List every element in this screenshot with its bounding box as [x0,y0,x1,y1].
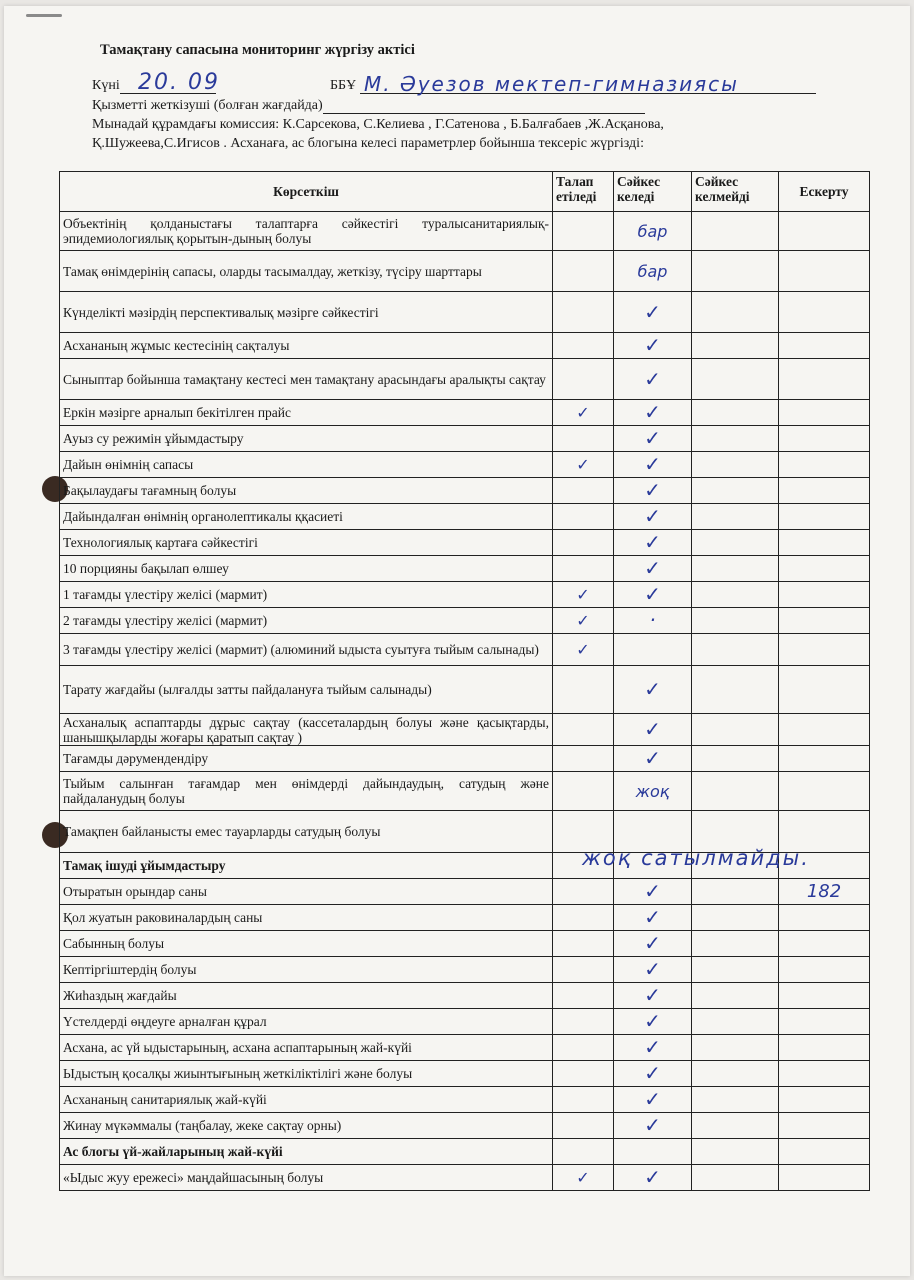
compliant-mark: ✓ [614,746,692,772]
noncompliant-mark [692,746,779,772]
compliant-mark: ✓ [614,333,692,359]
document-title: Тамақтану сапасына мониторинг жүргізу актісі [100,42,415,58]
row-label: Дайын өнімнің сапасы [60,452,553,478]
note-cell [779,1061,870,1087]
required-mark [553,292,614,333]
compliant-mark: ✓ [614,905,692,931]
table-row [60,426,870,452]
row-label: Тыйым салынған тағамдар мен өнімдерді дайындаудың, сатудың және пайдаланудың болуы [60,772,553,811]
compliant-mark: ✓ [614,400,692,426]
note-cell [779,251,870,292]
note-cell [779,582,870,608]
required-mark: ✓ [553,634,614,666]
noncompliant-mark [692,1113,779,1139]
handwritten-note: жоқ сатылмайды. [582,846,810,870]
required-mark [553,931,614,957]
compliant-mark: ✓ [614,292,692,333]
noncompliant-mark [692,957,779,983]
table-row [60,1113,870,1139]
compliant-mark: ✓ [614,1061,692,1087]
note-cell [779,359,870,400]
noncompliant-mark [692,1061,779,1087]
note-cell [779,212,870,251]
date-label: Күні [92,78,120,93]
required-mark [553,746,614,772]
note-cell [779,530,870,556]
provider-line [92,98,645,114]
required-mark: ✓ [553,582,614,608]
compliant-mark: ✓ [614,530,692,556]
table-row [60,772,870,811]
noncompliant-mark [692,608,779,634]
noncompliant-mark [692,983,779,1009]
table-row [60,400,870,426]
note-cell [779,714,870,746]
required-mark [553,251,614,292]
noncompliant-mark [692,1165,779,1191]
note-cell [779,400,870,426]
required-mark [553,530,614,556]
note-cell [779,772,870,811]
table-row [60,957,870,983]
row-label: 1 тағамды үлестіру желісі (мармит) [60,582,553,608]
empty-cell [614,1139,692,1165]
required-mark [553,772,614,811]
noncompliant-mark [692,478,779,504]
required-mark [553,983,614,1009]
note-cell [779,931,870,957]
noncompliant-mark [692,714,779,746]
table-row [60,1087,870,1113]
required-mark [553,333,614,359]
compliant-mark: ✓ [614,359,692,400]
note-cell [779,746,870,772]
commission-line-2: Қ.Шужеева,С.Игисов . Асханаға, ас блогына келесі параметрлер бойынша тексеріс жүргізді: [92,136,644,151]
row-label: Асхана, ас үй ыдыстарының, асхана аспаптарының жай-күйі [60,1035,553,1061]
compliant-mark: ✓ [614,452,692,478]
note-cell [779,504,870,530]
required-mark [553,1061,614,1087]
note-cell [779,608,870,634]
compliant-mark: · [614,608,692,634]
header-compliant: Сәйкес келеді [614,172,692,212]
note-cell [779,478,870,504]
table-row [60,504,870,530]
pen-stroke [26,14,62,17]
noncompliant-mark [692,634,779,666]
row-label: Тамақ өнімдерінің сапасы, оларды тасымалдау, жеткізу, түсіру шарттары [60,251,553,292]
commission-line-1: Мынадай құрамдағы комиссия: К.Сарсекова, С.Келиева , Г.Сатенова , Б.Балғабаев ,Ж.Асқанова, [92,117,664,132]
compliant-mark: ✓ [614,666,692,714]
table-row [60,556,870,582]
compliant-mark: бар [614,251,692,292]
row-label: Асхананың санитариялық жай-күйі [60,1087,553,1113]
row-label: Асханалық аспаптарды дұрыс сақтау (кассеталардың болуы және қасықтарды, шанышқыларды жоғары қаратып сақтау ) [60,714,553,746]
required-mark [553,1035,614,1061]
monitoring-table [59,171,870,1191]
empty-cell [779,1139,870,1165]
required-mark: ✓ [553,608,614,634]
compliant-mark: ✓ [614,1035,692,1061]
row-label: Объектінің қолданыстағы талаптарға сәйкестігі туралысанитариялық-эпидемиологиялық қорытын-дының болуы [60,212,553,251]
noncompliant-mark [692,1009,779,1035]
compliant-mark: ✓ [614,426,692,452]
row-label: Ыдыстың қосалқы жиынтығының жеткіліктілігі және болуы [60,1061,553,1087]
table-row [60,359,870,400]
table-row [60,1035,870,1061]
required-mark [553,666,614,714]
note-cell [779,666,870,714]
note-cell [779,983,870,1009]
row-label: Еркін мәзірге арналып бекітілген прайс [60,400,553,426]
table-row [60,333,870,359]
table-row [60,608,870,634]
noncompliant-mark [692,666,779,714]
table-row [60,714,870,746]
noncompliant-mark [692,931,779,957]
required-mark [553,714,614,746]
required-mark [553,879,614,905]
noncompliant-mark [692,772,779,811]
noncompliant-mark [692,905,779,931]
row-label: Тарату жағдайы (ылғалды затты пайдалануға тыйым салынады) [60,666,553,714]
row-label: «Ыдыс жуу ережесі» маңдайшасының болуы [60,1165,553,1191]
row-label: Жиһаздың жағдайы [60,983,553,1009]
row-label: Күнделікті мәзірдің перспективалық мәзірге сәйкестігі [60,292,553,333]
row-label: Отыратын орындар саны [60,879,553,905]
compliant-mark: ✓ [614,931,692,957]
required-mark [553,212,614,251]
required-mark [553,426,614,452]
required-mark [553,478,614,504]
row-label: Ауыз су режимін ұйымдастыру [60,426,553,452]
compliant-mark: ✓ [614,582,692,608]
table-row [60,292,870,333]
compliant-mark: ✓ [614,1165,692,1191]
row-label: Тағамды дәрумендендіру [60,746,553,772]
note-cell [779,292,870,333]
required-mark [553,359,614,400]
noncompliant-mark [692,292,779,333]
note-cell [779,1087,870,1113]
noncompliant-mark [692,359,779,400]
org-value: М. Әуезов мектеп-гимназиясы [364,72,739,96]
header-required: Талап етіледі [553,172,614,212]
note-cell: 182 [779,879,870,905]
required-mark: ✓ [553,400,614,426]
noncompliant-mark [692,879,779,905]
required-mark [553,1113,614,1139]
table-header-row [60,172,870,212]
row-label: Қол жуатын раковиналардың саны [60,905,553,931]
table-row [60,666,870,714]
section-title: Ас блогы үй-жайларының жай-күйі [60,1139,553,1165]
compliant-mark: ✓ [614,478,692,504]
required-mark: ✓ [553,1165,614,1191]
table-row [60,530,870,556]
compliant-mark [614,634,692,666]
required-mark [553,1009,614,1035]
row-label: Дайындалған өнімнің органолептикалы ққасиеті [60,504,553,530]
compliant-mark: жоқ [614,772,692,811]
required-mark [553,905,614,931]
noncompliant-mark [692,582,779,608]
compliant-mark: ✓ [614,1087,692,1113]
table-row [60,1009,870,1035]
table-row [60,746,870,772]
section-title: Тамақ ішуді ұйымдастыру [60,853,553,879]
required-mark: ✓ [553,452,614,478]
noncompliant-mark [692,1087,779,1113]
org-label: ББҰ [330,78,357,93]
row-label: Жинау мүкәммалы (таңбалау, жеке сақтау орны) [60,1113,553,1139]
noncompliant-mark [692,333,779,359]
row-label: Сабынның болуы [60,931,553,957]
date-value: 20. 09 [138,70,220,95]
noncompliant-mark [692,251,779,292]
row-label: Кептіргіштердің болуы [60,957,553,983]
note-cell [779,905,870,931]
note-cell [779,1113,870,1139]
row-label: Сыныптар бойынша тамақтану кестесі мен тамақтану арасындағы аралықты сақтау [60,359,553,400]
header-indicator: Көрсеткіш [60,172,553,212]
required-mark [553,556,614,582]
noncompliant-mark [692,212,779,251]
compliant-mark: ✓ [614,504,692,530]
noncompliant-mark [692,530,779,556]
table-row [60,478,870,504]
note-cell [779,1165,870,1191]
table-row [60,905,870,931]
header-note: Ескерту [779,172,870,212]
empty-cell [692,1139,779,1165]
noncompliant-mark [692,1035,779,1061]
table-row [60,931,870,957]
note-cell [779,452,870,478]
row-label: Технологиялық картаға сәйкестігі [60,530,553,556]
noncompliant-mark [692,556,779,582]
table-row [60,452,870,478]
table-row [60,582,870,608]
table-row [60,212,870,251]
note-cell [779,957,870,983]
header-noncompliant: Сәйкес келмейді [692,172,779,212]
row-label: 3 тағамды үлестіру желісі (мармит) (алюминий ыдыста суытуға тыйым салынады) [60,634,553,666]
noncompliant-mark [692,400,779,426]
compliant-mark: ✓ [614,714,692,746]
compliant-mark: ✓ [614,957,692,983]
note-cell [779,556,870,582]
compliant-mark: ✓ [614,556,692,582]
required-mark [553,957,614,983]
note-cell [779,426,870,452]
row-label: Тамақпен байланысты емес тауарларды сатудың болуы [60,811,553,853]
table-row [60,879,870,905]
empty-cell [553,1139,614,1165]
note-cell [779,1035,870,1061]
provider-label: Қызметті жеткізуші (болған жағдайда) [92,98,323,113]
table-row [60,634,870,666]
required-mark [553,504,614,530]
table-row [60,983,870,1009]
compliant-mark: бар [614,212,692,251]
compliant-mark: ✓ [614,1113,692,1139]
note-cell [779,333,870,359]
row-label: 2 тағамды үлестіру желісі (мармит) [60,608,553,634]
table-row [60,1061,870,1087]
row-label: Асхананың жұмыс кестесінің сақталуы [60,333,553,359]
noncompliant-mark [692,504,779,530]
provider-underline [323,113,645,114]
row-label: Бақылаудағы тағамның болуы [60,478,553,504]
table-row [60,1165,870,1191]
compliant-mark: ✓ [614,983,692,1009]
section-row [60,1139,870,1165]
note-cell [779,1009,870,1035]
row-label: 10 порцияны бақылап өлшеу [60,556,553,582]
compliant-mark: ✓ [614,1009,692,1035]
row-label: Үстелдерді өңдеуге арналған құрал [60,1009,553,1035]
noncompliant-mark [692,426,779,452]
noncompliant-mark [692,452,779,478]
required-mark [553,1087,614,1113]
compliant-mark: ✓ [614,879,692,905]
table-row [60,251,870,292]
note-cell [779,634,870,666]
